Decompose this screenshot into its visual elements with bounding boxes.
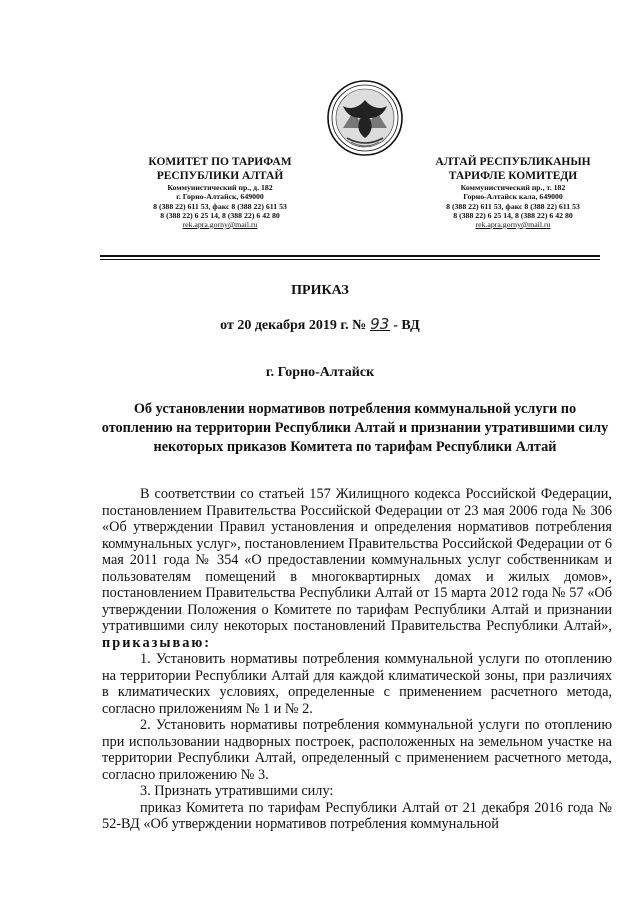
doc-type: ПРИКАЗ — [291, 283, 349, 298]
left-phone-1: 8 (388 22) 611 53, факс 8 (388 22) 611 53 — [153, 201, 287, 211]
left-address-2: г. Горно-Алтайск, 649000 — [176, 192, 264, 202]
left-title-2: РЕСПУБЛИКИ АЛТАЙ — [156, 169, 284, 182]
header-divider-thin — [100, 259, 600, 260]
left-title-1: КОМИТЕТ ПО ТАРИФАМ — [148, 156, 292, 168]
right-title-2: ТАРИФЛЕ КОМИТЕДИ — [448, 169, 578, 182]
city: г. Горно-Алтайск — [265, 365, 375, 380]
left-phone-2: 8 (388 22) 6 25 14, 8 (388 22) 6 42 80 — [160, 210, 280, 220]
coat-of-arms-emblem — [325, 78, 405, 158]
item-3a: приказ Комитета по тарифам Республики Алтай от 21 декабря 2016 года № 52-ВД «Об утверждении нормативов потребления коммунальной — [102, 799, 612, 832]
left-address-1: Коммунистический пр., д. 182 — [167, 183, 273, 193]
order-date: от 20 декабря 2019 г. № — [220, 318, 367, 333]
right-phone-1: 8 (388 22) 611 53, факс 8 (388 22) 611 53 — [446, 201, 580, 211]
intro-text: В соответствии со статьей 157 Жилищного кодекса Российской Федерации, постановлением Правительства Российской Федерации от 23 мая 2006 года № 306 «Об утверждении Правил установления и определения нормативов потребления коммунальных услуг», постановлением Правительства Российской Федерации от 6 мая 2011 года № 354 «О предоставлении коммунальных услуг собственникам и пользователям помещений в многоквартирных домах и жилых домов», постановлением Правительства Республики Алтай от 15 марта 2012 года № 57 «Об утверждении Положения о Комитете по тарифам Республики Алтай и признании утратившими силу некоторых постановлений Правительства Республики Алтай», — [102, 486, 612, 634]
orders-word: приказываю: — [102, 634, 212, 651]
right-email[interactable]: rek.apra.gorny@mail.ru — [475, 219, 551, 229]
intro-paragraph — [102, 486, 612, 651]
document-body — [102, 486, 612, 833]
order-number: 93 — [370, 315, 390, 333]
right-title-1: АЛТАЙ РЕСПУБЛИКАНЫН — [435, 156, 591, 168]
left-header — [115, 156, 325, 229]
right-address-2: Горно-Алтайск кала, 649000 — [463, 192, 563, 202]
order-date-line — [0, 315, 640, 334]
left-email[interactable]: rek.apra.gorny@mail.ru — [182, 219, 258, 229]
right-phone-2: 8 (388 22) 6 25 14, 8 (388 22) 6 42 80 — [453, 210, 573, 220]
order-suffix: - ВД — [393, 318, 420, 333]
right-address-1: Коммунистический пр., т. 182 — [460, 183, 566, 193]
item-2: 2. Установить нормативы потребления коммунальной услуги по отоплению при использовании надворных построек, расположенных на земельном участке на территории Республики Алтай, определенный с применением расчетного метода, согласно приложению № 3. — [102, 717, 612, 783]
item-1: 1. Установить нормативы потребления коммунальной услуги по отоплению на территории Республики Алтай для каждой климатической зоны, при различиях в климатических условиях, определенные с применением расчетного метода, согласно приложениям № 1 и № 2. — [102, 651, 612, 717]
header-divider-thick — [100, 255, 600, 257]
right-header — [408, 156, 618, 229]
document-title: Об установлении нормативов потребления коммунальной услуги по отоплению на территории Республики Алтай и признании утратившими силу некоторых приказов Комитета по тарифам Республики Алтай — [101, 401, 609, 455]
item-3: 3. Признать утратившими силу: — [140, 783, 334, 799]
